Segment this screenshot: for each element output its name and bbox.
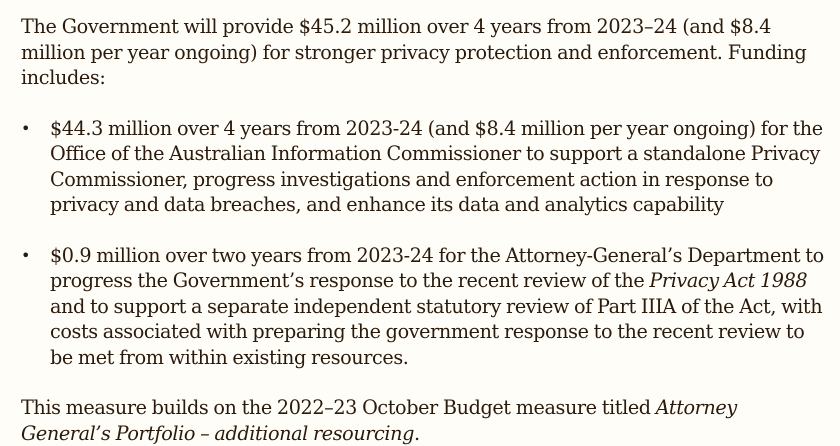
act-title: Privacy Act 1988 bbox=[649, 269, 808, 292]
bullet-icon: • bbox=[21, 245, 31, 265]
funding-list-item bbox=[21, 243, 830, 371]
funding-list bbox=[21, 116, 830, 371]
measure-title: Attorney General’s Portfolio – additional resourcing bbox=[21, 396, 737, 445]
outro-text: This measure builds on the 2022–23 October Budget measure titled bbox=[21, 396, 656, 419]
funding-item-text: $0.9 million over two years from 2023-24 for the Attorney-General’s Department to progress the Government’s response to the recent review of the bbox=[50, 243, 824, 292]
funding-item-text-continued: and to support a separate independent statutory review of Part IIIA of the Act, with costs associated with preparing the government response to the recent review to be met from within existing resources. bbox=[50, 294, 823, 369]
funding-item-text: $44.3 million over 4 years from 2023-24 (and $8.4 million per year ongoing) for the Office of the Australian Information Commissioner to support a standalone Privacy Commissioner, progress investigations and enforcement action in response to privacy and data breaches, and enhance its data and analytics capability bbox=[50, 116, 823, 216]
outro-paragraph bbox=[21, 395, 830, 446]
outro-period: . bbox=[413, 421, 420, 445]
bullet-icon: • bbox=[21, 118, 31, 138]
funding-list-item bbox=[21, 116, 830, 218]
intro-paragraph: The Government will provide $45.2 million over 4 years from 2023–24 (and $8.4 million per year ongoing) for stronger privacy protection and enforcement. Funding includes: bbox=[21, 15, 807, 89]
